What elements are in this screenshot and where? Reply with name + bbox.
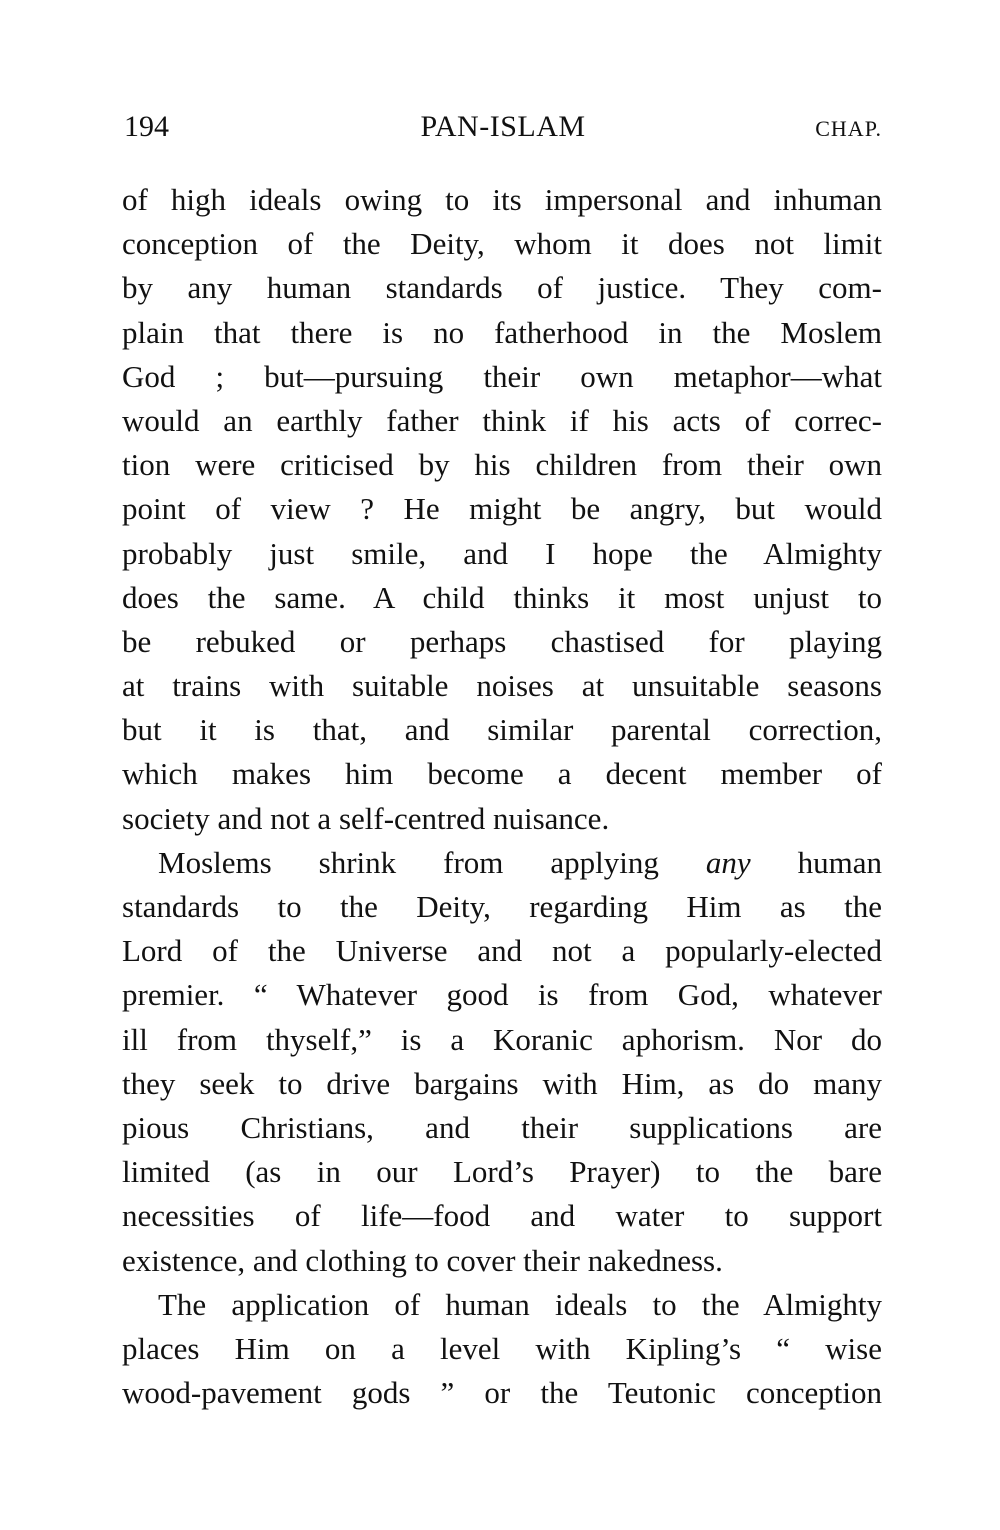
text-line: does the same. A child thinks it most unjust to [122,579,882,615]
text-line: limited (as in our Lord’s Prayer) to the bare [122,1154,882,1190]
paragraph-2 [122,841,882,1283]
text-line: places Him on a level with Kipling’s “ wise [122,1330,882,1366]
text-line: Lord of the Universe and not a popularly-elected [122,933,882,969]
text-line: pious Christians, and their supplications are [122,1109,882,1145]
chapter-label: CHAP. [815,116,882,141]
text-line: conception of the Deity, whom it does not limit [122,226,882,262]
text-line: at trains with suitable noises at unsuitable seasons [122,668,882,704]
text-line: point of view ? He might be angry, but would [122,491,882,527]
text-line: The application of human ideals to the Almighty [158,1286,882,1322]
paragraph-1 [122,178,882,841]
page-body [122,178,882,1415]
text-line: premier. “ Whatever good is from God, whatever [122,977,882,1013]
running-title: PAN-ISLAM [420,110,586,143]
text-run: human [750,844,883,880]
text-line: God ; but—pursuing their own metaphor—what [122,358,882,394]
text-line: wood-pavement gods ” or the Teutonic conception [122,1375,882,1411]
text-run: Moslems shrink from applying [158,844,706,880]
text-line: by any human standards of justice. They com- [122,270,882,306]
paragraph-3 [122,1283,882,1416]
page-header [124,110,882,150]
text-line: would an earthly father think if his acts of correc- [122,402,882,438]
italic-word: any [705,844,751,880]
text-line: probably just smile, and I hope the Almighty [122,535,882,571]
text-line: standards to the Deity, regarding Him as the [122,889,882,924]
text-line: existence, and clothing to cover their nakedness. [122,1242,723,1278]
text-line: they seek to drive bargains with Him, as do many [122,1065,882,1101]
text-line: of high ideals owing to its impersonal and inhuman [122,182,882,217]
text-line: society and not a self-centred nuisance. [122,800,610,836]
text-line [122,841,882,885]
text-line: ill from thyself,” is a Koranic aphorism. Nor do [122,1021,882,1057]
text-line: but it is that, and similar parental correction, [122,712,882,748]
text-line: tion were criticised by his children from their own [122,447,882,483]
text-line: necessities of life—food and water to support [122,1198,882,1234]
text-line: which makes him become a decent member of [122,756,882,792]
text-line: plain that there is no fatherhood in the Moslem [122,314,882,350]
text-line: be rebuked or perhaps chastised for playing [122,623,882,659]
page-number: 194 [124,110,169,143]
